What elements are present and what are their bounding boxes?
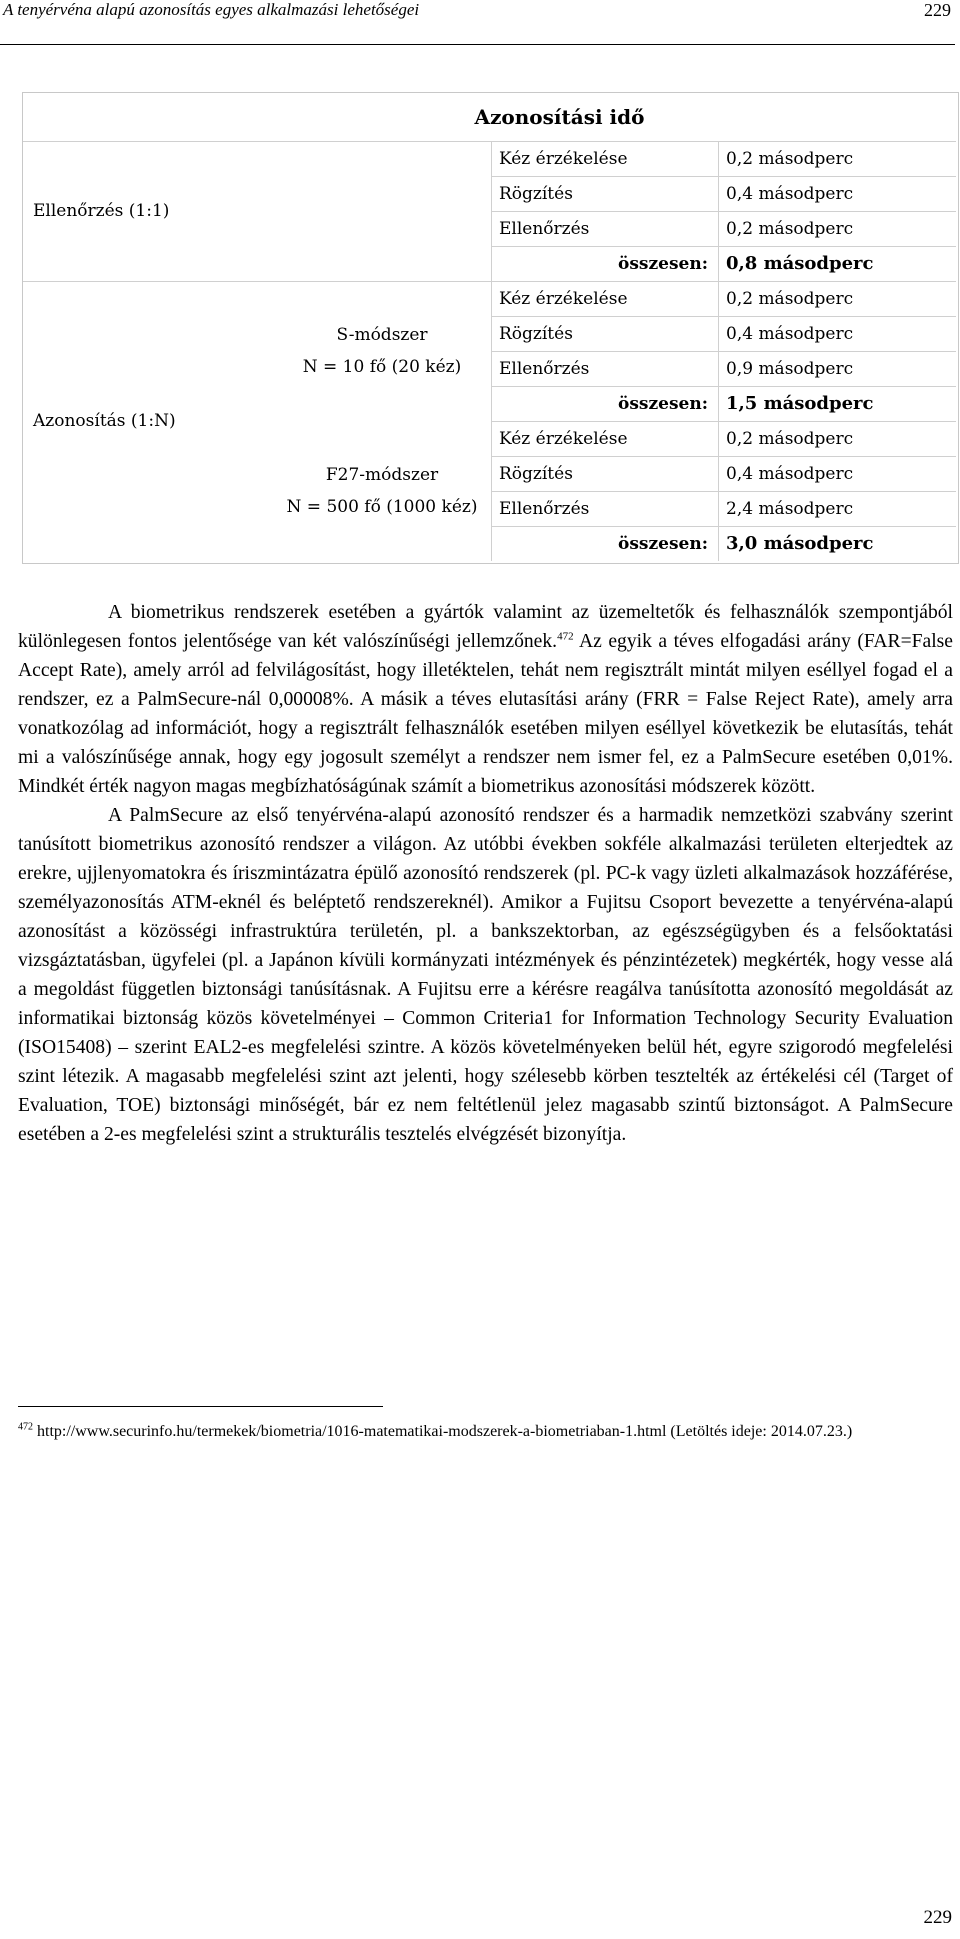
- footnote-number: 472: [18, 1421, 33, 1433]
- total-value: 3,0 másodperc: [726, 533, 874, 554]
- footer-page-number: 229: [923, 1907, 952, 1928]
- step-value: 0,4 másodperc: [726, 183, 854, 204]
- table-title: Azonosítási idő: [474, 105, 645, 129]
- step-value: 0,4 másodperc: [726, 463, 854, 484]
- total-value: 0,8 másodperc: [726, 253, 874, 274]
- step-value: 0,2 másodperc: [726, 288, 854, 309]
- step-label: Ellenőrzés: [499, 498, 590, 519]
- step-value: 0,9 másodperc: [726, 358, 854, 379]
- running-header: [0, 0, 955, 45]
- identification-time-table: [22, 92, 959, 564]
- step-label: Kéz érzékelése: [499, 148, 628, 169]
- step-label: Rögzítés: [499, 323, 573, 344]
- step-value: 0,2 másodperc: [726, 148, 854, 169]
- method-name: F27-módszer: [325, 465, 439, 485]
- footnote-text: http://www.securinfo.hu/termekek/biometria/1016-matematikai-modszerek-a-biometriaban-1.html (Letöltés ideje: 2014.07.23.): [37, 1423, 853, 1440]
- running-title: A tenyérvéna alapú azonosítás egyes alkalmazási lehetőségei: [3, 0, 420, 19]
- header-page-number: 229: [924, 0, 951, 20]
- step-value: 0,2 másodperc: [726, 428, 854, 449]
- total-label: összesen:: [618, 253, 708, 274]
- step-label: Kéz érzékelése: [499, 288, 628, 309]
- method-f27: [263, 421, 491, 561]
- method-population: N = 500 fő (1000 kéz): [286, 497, 478, 517]
- step-label: Ellenőrzés: [499, 218, 590, 239]
- paragraph-text: Az egyik a téves elfogadási arány (FAR=False Accept Rate), amely arról ad felvilágosítást, hogy illetéktelen, tehát nem regisztrált mintát milyen eséllyel fogad el a rendszer, ez a PalmSecure-nál 0,00008%. A másik a téves elutasítási arány (FRR = False Reject Rate), amely arra vonatkozólag ad információt, hogy a regisztrált felhasználók esetében milyen eséllyel következik be elutasítás, tehát mi a valószínűsége annak, hogy egy jogosult személyt a rendszer nem ismer fel, ez a PalmSecure esetében 0,01%. Mindkét érték nagyon magas megbízhatóságúnak számít a biometrikus azonosítási módszerek között.: [18, 631, 953, 797]
- step-label: Rögzítés: [499, 463, 573, 484]
- footnote-ref[interactable]: 472: [557, 630, 574, 643]
- step-label: Kéz érzékelése: [499, 428, 628, 449]
- mode-identification: Azonosítás (1:N): [33, 411, 176, 431]
- paragraph-1: [18, 598, 953, 801]
- step-label: Rögzítés: [499, 183, 573, 204]
- body-text: [18, 598, 953, 1149]
- step-value: 2,4 másodperc: [726, 498, 854, 519]
- total-label: összesen:: [618, 393, 708, 414]
- method-name: S-módszer: [336, 325, 428, 345]
- paragraph-text: A biometrikus rendszerek esetében a gyártók valamint az üzemeltetők és felhasználók szempontjából különlegesen fontos jelentősége van két valószínűségi jellemzőnek.: [18, 602, 953, 652]
- method-s: [263, 281, 491, 421]
- method-population: N = 10 fő (20 kéz): [302, 357, 462, 377]
- step-value: 0,4 másodperc: [726, 323, 854, 344]
- mode-verification: Ellenőrzés (1:1): [33, 201, 170, 221]
- step-value: 0,2 másodperc: [726, 218, 854, 239]
- paragraph-2: A PalmSecure az első tenyérvéna-alapú azonosító rendszer és a harmadik nemzetközi szabvány szerint tanúsított biometrikus azonosító rendszer a világon. Az utóbbi években sokféle alkalmazási területen elterjedtek az erekre, ujjlenyomatokra és íriszmintázatra épülő azonosító rendszerek (pl. PC-k vagy üzleti alkalmazások hozzáférése, személyazonosítás ATM-eknél és beléptető rendszereknél). Amikor a Fujitsu Csoport bevezette a tenyérvéna-alapú azonosítást a közösségi infrastruktúra területén, pl. a bankszektorban, az egészségügyben és a felsőoktatási vizsgáztatásban, ügyfelei (pl. a Japánon kívüli kormányzati intézmények és pénzintézetek) megkérték, hogy vesse alá a megoldást független biztonsági tanúsításnak. A Fujitsu erre a kérésre reagálva tanúsította azonosító megoldását az informatikai biztonság közös követelményei – Common Criteria1 for Information Technology Security Evaluation (ISO15408) – szerint EAL2-es megfelelési szintre. A közös követelményeken belül hét, egyre szigorodó megfelelési szint létezik. A magasabb megfelelési szint azt jelenti, hogy szélesebb körben tesztelték az értékelési cél (Target of Evaluation, TOE) biztonsági minőségét, bár ez nem feltétlenül jelez magasabb szintű biztonságot. A PalmSecure esetében a 2-es megfelelési szint a strukturális tesztelés elvégzését bizonyítja.: [18, 805, 953, 1145]
- total-label: összesen:: [618, 533, 708, 554]
- total-value: 1,5 másodperc: [726, 393, 874, 414]
- step-label: Ellenőrzés: [499, 358, 590, 379]
- footnote: [18, 1420, 953, 1444]
- footnote-separator: [18, 1406, 383, 1407]
